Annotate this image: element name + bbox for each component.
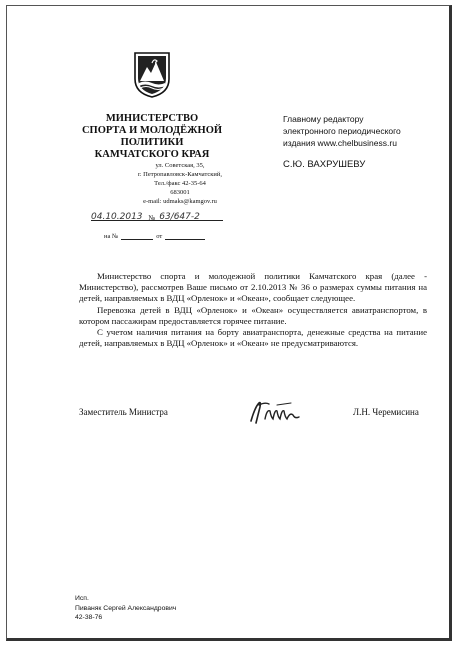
- registration-underline: [91, 220, 223, 221]
- address-street: ул. Советская, 35,: [155, 162, 205, 169]
- address-email: e-mail: udmaks@kamgov.ru: [143, 198, 217, 205]
- executor-name: Пиваняк Сергей Александрович: [75, 604, 177, 612]
- document-page: [6, 5, 452, 641]
- org-line: КАМЧАТСКОГО КРАЯ: [94, 149, 210, 160]
- executor-phone: 42-38-76: [75, 614, 103, 621]
- sender-address: [115, 161, 245, 206]
- org-line: ПОЛИТИКИ: [120, 137, 184, 148]
- addressee-line: издания www.chelbusiness.ru: [283, 138, 397, 148]
- registration-date: 04.10.2013: [91, 212, 143, 222]
- reference-date-label: от: [156, 233, 163, 240]
- addressee-line: электронного периодического: [283, 126, 401, 136]
- signatory-name: Л.Н. Черемисина: [353, 407, 419, 417]
- registration-number: 63/647-2: [159, 212, 200, 222]
- reference-date-blank: [165, 232, 205, 240]
- body-paragraph: Перевозка детей в ВДЦ «Орленок» и «Океан» осуществляется авиатранспортом, в котором пассажирам предоставляется горячее питание.: [79, 304, 427, 326]
- address-phone: Тел./факс 42-35-64: [154, 180, 206, 187]
- body-paragraph: С учетом наличия питания на борту авиатранспорта, денежные средства на питание детей, направляемых в ВДЦ «Орленок» и «Океан» не предусматриваются.: [79, 327, 427, 349]
- executor-label: Исп.: [75, 595, 89, 602]
- addressee-line: Главному редактору: [283, 114, 364, 124]
- executor-block: [75, 594, 176, 623]
- signatory-title: Заместитель Министра: [79, 407, 168, 417]
- registration-line: [91, 208, 261, 222]
- org-line: МИНИСТЕРСТВО: [105, 113, 199, 124]
- coat-of-arms-emblem: [132, 49, 172, 99]
- reference-line: [104, 228, 224, 240]
- address-postcode: 683001: [170, 189, 190, 196]
- handwritten-signature: [247, 397, 307, 427]
- addressee-name: С.Ю. ВАХРУШЕВУ: [283, 159, 366, 170]
- body-paragraph: Министерство спорта и молодежной политики Камчатского края (далее - Министерство), рассмотрев Ваше письмо от 2.10.2013 № 36 о размерах суммы питания на детей, направляемых в ВДЦ «Орленок» и «Океан», сообщает следующее.: [79, 271, 427, 304]
- reference-number-blank: [121, 232, 153, 240]
- sender-organization-name: [47, 113, 257, 161]
- registration-number-label: №: [148, 214, 156, 222]
- letter-body: [79, 271, 427, 349]
- org-line: СПОРТА И МОЛОДЁЖНОЙ: [81, 125, 223, 136]
- reference-prefix: на №: [104, 233, 119, 240]
- address-city: г. Петропавловск-Камчатский,: [137, 171, 223, 178]
- addressee-block: [283, 113, 433, 149]
